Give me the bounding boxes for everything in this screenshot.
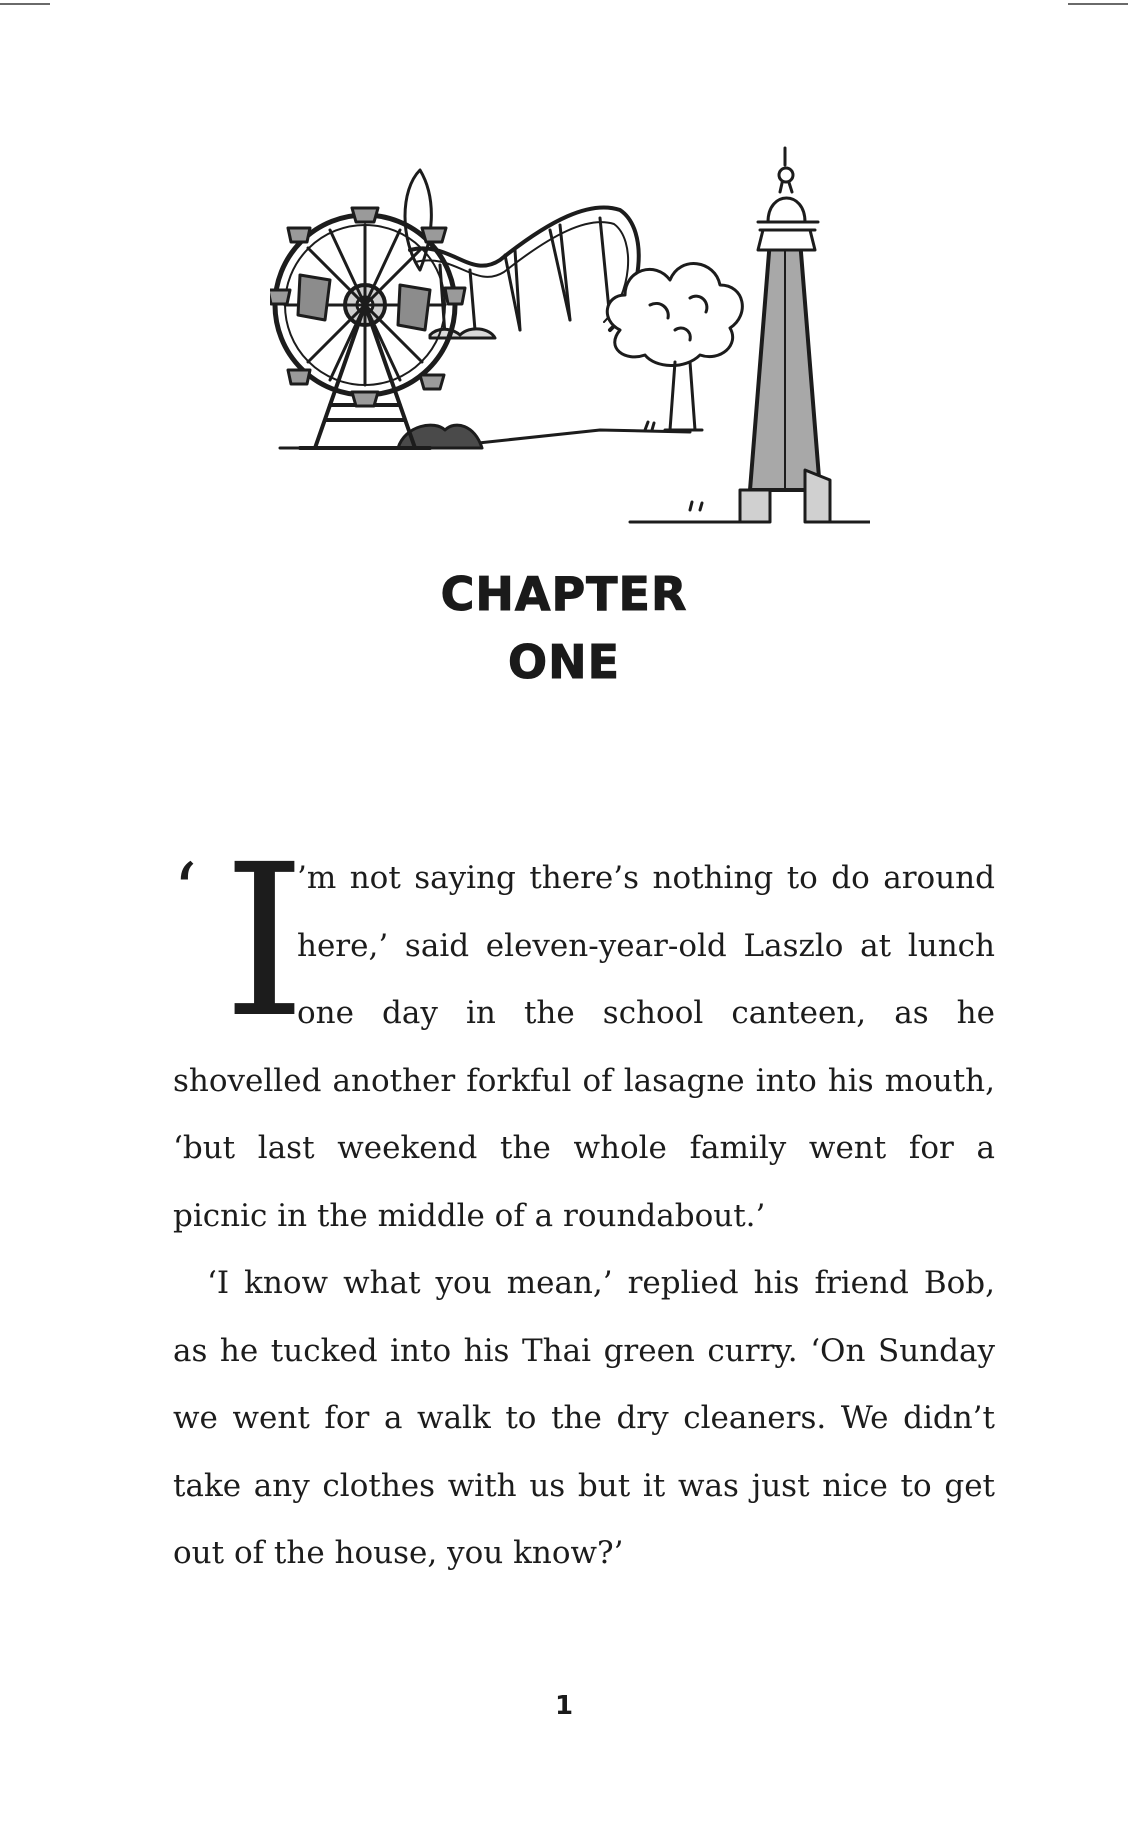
drop-cap — [173, 819, 306, 1064]
scan-edge — [0, 0, 1128, 8]
amusement-park-illustration — [270, 130, 870, 540]
chapter-heading — [0, 560, 1128, 696]
drop-cap-letter: I — [223, 819, 306, 1064]
body-text — [173, 819, 995, 1588]
chapter-number: ONE — [507, 635, 621, 689]
drop-cap-quote: ‘ — [173, 846, 198, 935]
page-number: 1 — [554, 1691, 574, 1721]
paragraph-1-text: ’m not saying there’s nothing to do around here,’ said eleven-year-old Laszlo at lunch one day in the school canteen, as he shovelled another forkful of lasagne into his mouth, ‘but last weekend the whole family went for a picnic in the middle of a roundabout.’ — [173, 860, 995, 1234]
paragraph-1 — [173, 819, 995, 1250]
chapter-label: CHAPTER — [440, 567, 688, 621]
paragraph-2: ‘I know what you mean,’ replied his friend Bob, as he tucked into his Thai green curry. ‘On Sunday we went for a walk to the dry cleaners. We didn’t take any clothes with us but it was just nice to get out of the house, you know?’ — [173, 1265, 995, 1571]
